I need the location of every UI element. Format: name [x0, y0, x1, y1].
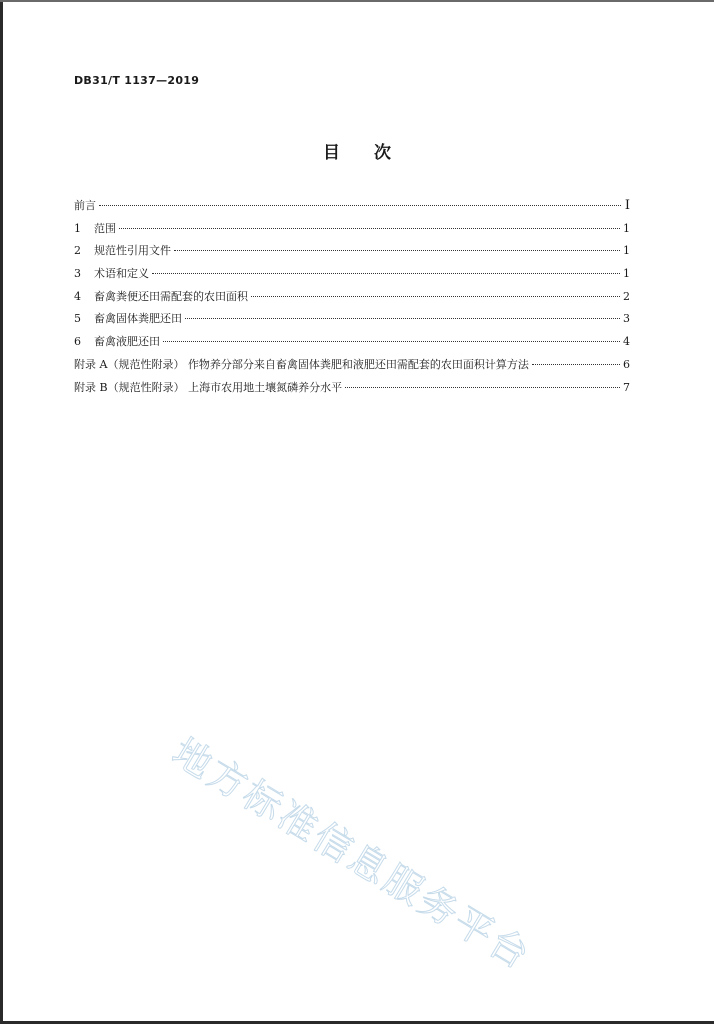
toc-entry-4[interactable] [74, 288, 630, 311]
toc-leader-dots [345, 387, 620, 388]
toc-entry-page: 7 [623, 380, 630, 394]
toc-entry-page: 1 [623, 244, 630, 258]
toc-entry-3[interactable] [74, 265, 630, 288]
toc-entry-title: 范围 [94, 221, 116, 235]
toc-entry-5[interactable] [74, 310, 630, 333]
toc-entry-number: 6 [74, 335, 81, 349]
page-title: 目次 [323, 143, 425, 163]
toc-entry-page: 2 [623, 289, 630, 303]
toc-entry-1[interactable] [74, 220, 630, 243]
scan-edge-top [0, 0, 714, 2]
toc-leader-dots [99, 205, 621, 206]
toc-entry-foreword[interactable] [74, 197, 630, 220]
toc-entry-title: 畜禽固体粪肥还田 [94, 312, 182, 326]
toc-entry-2[interactable] [74, 242, 630, 265]
toc-entry-title: 规范性引用文件 [94, 244, 171, 258]
toc-leader-dots [532, 364, 620, 365]
toc-entry-title: 前言 [74, 199, 96, 212]
toc-entry-6[interactable] [74, 333, 630, 356]
table-of-contents [74, 197, 630, 401]
toc-leader-dots [185, 318, 620, 319]
toc-entry-number: 2 [74, 244, 81, 258]
toc-leader-dots [119, 228, 620, 229]
toc-entry-page: 1 [623, 267, 630, 281]
toc-entry-page: Ⅰ [624, 198, 630, 213]
toc-leader-dots [152, 273, 620, 274]
toc-entry-title: 附录 A（规范性附录） 作物养分部分来自畜禽固体粪肥和液肥还田需配套的农田面积计算方法 [74, 357, 529, 371]
toc-entry-page: 4 [623, 335, 630, 349]
toc-entry-annex-a[interactable] [74, 356, 630, 379]
toc-entry-title: 畜禽液肥还田 [94, 335, 160, 349]
watermark: 地方标准信息服务平台 [164, 729, 539, 979]
toc-entry-number: 1 [74, 221, 81, 235]
toc-leader-dots [163, 341, 620, 342]
toc-entry-number: 3 [74, 267, 81, 281]
toc-leader-dots [251, 296, 620, 297]
toc-entry-annex-b[interactable] [74, 379, 630, 402]
toc-entry-page: 3 [623, 312, 630, 326]
toc-entry-title: 附录 B（规范性附录） 上海市农用地土壤氮磷养分水平 [74, 380, 343, 394]
toc-entry-page: 6 [623, 357, 630, 371]
document-code: DB31/T 1137—2019 [74, 74, 200, 87]
toc-entry-title: 术语和定义 [94, 267, 149, 281]
toc-leader-dots [174, 250, 620, 251]
toc-entry-page: 1 [623, 221, 630, 235]
toc-entry-number: 5 [74, 312, 81, 326]
toc-entry-title: 畜禽粪便还田需配套的农田面积 [94, 289, 248, 303]
toc-entry-number: 4 [74, 289, 81, 303]
